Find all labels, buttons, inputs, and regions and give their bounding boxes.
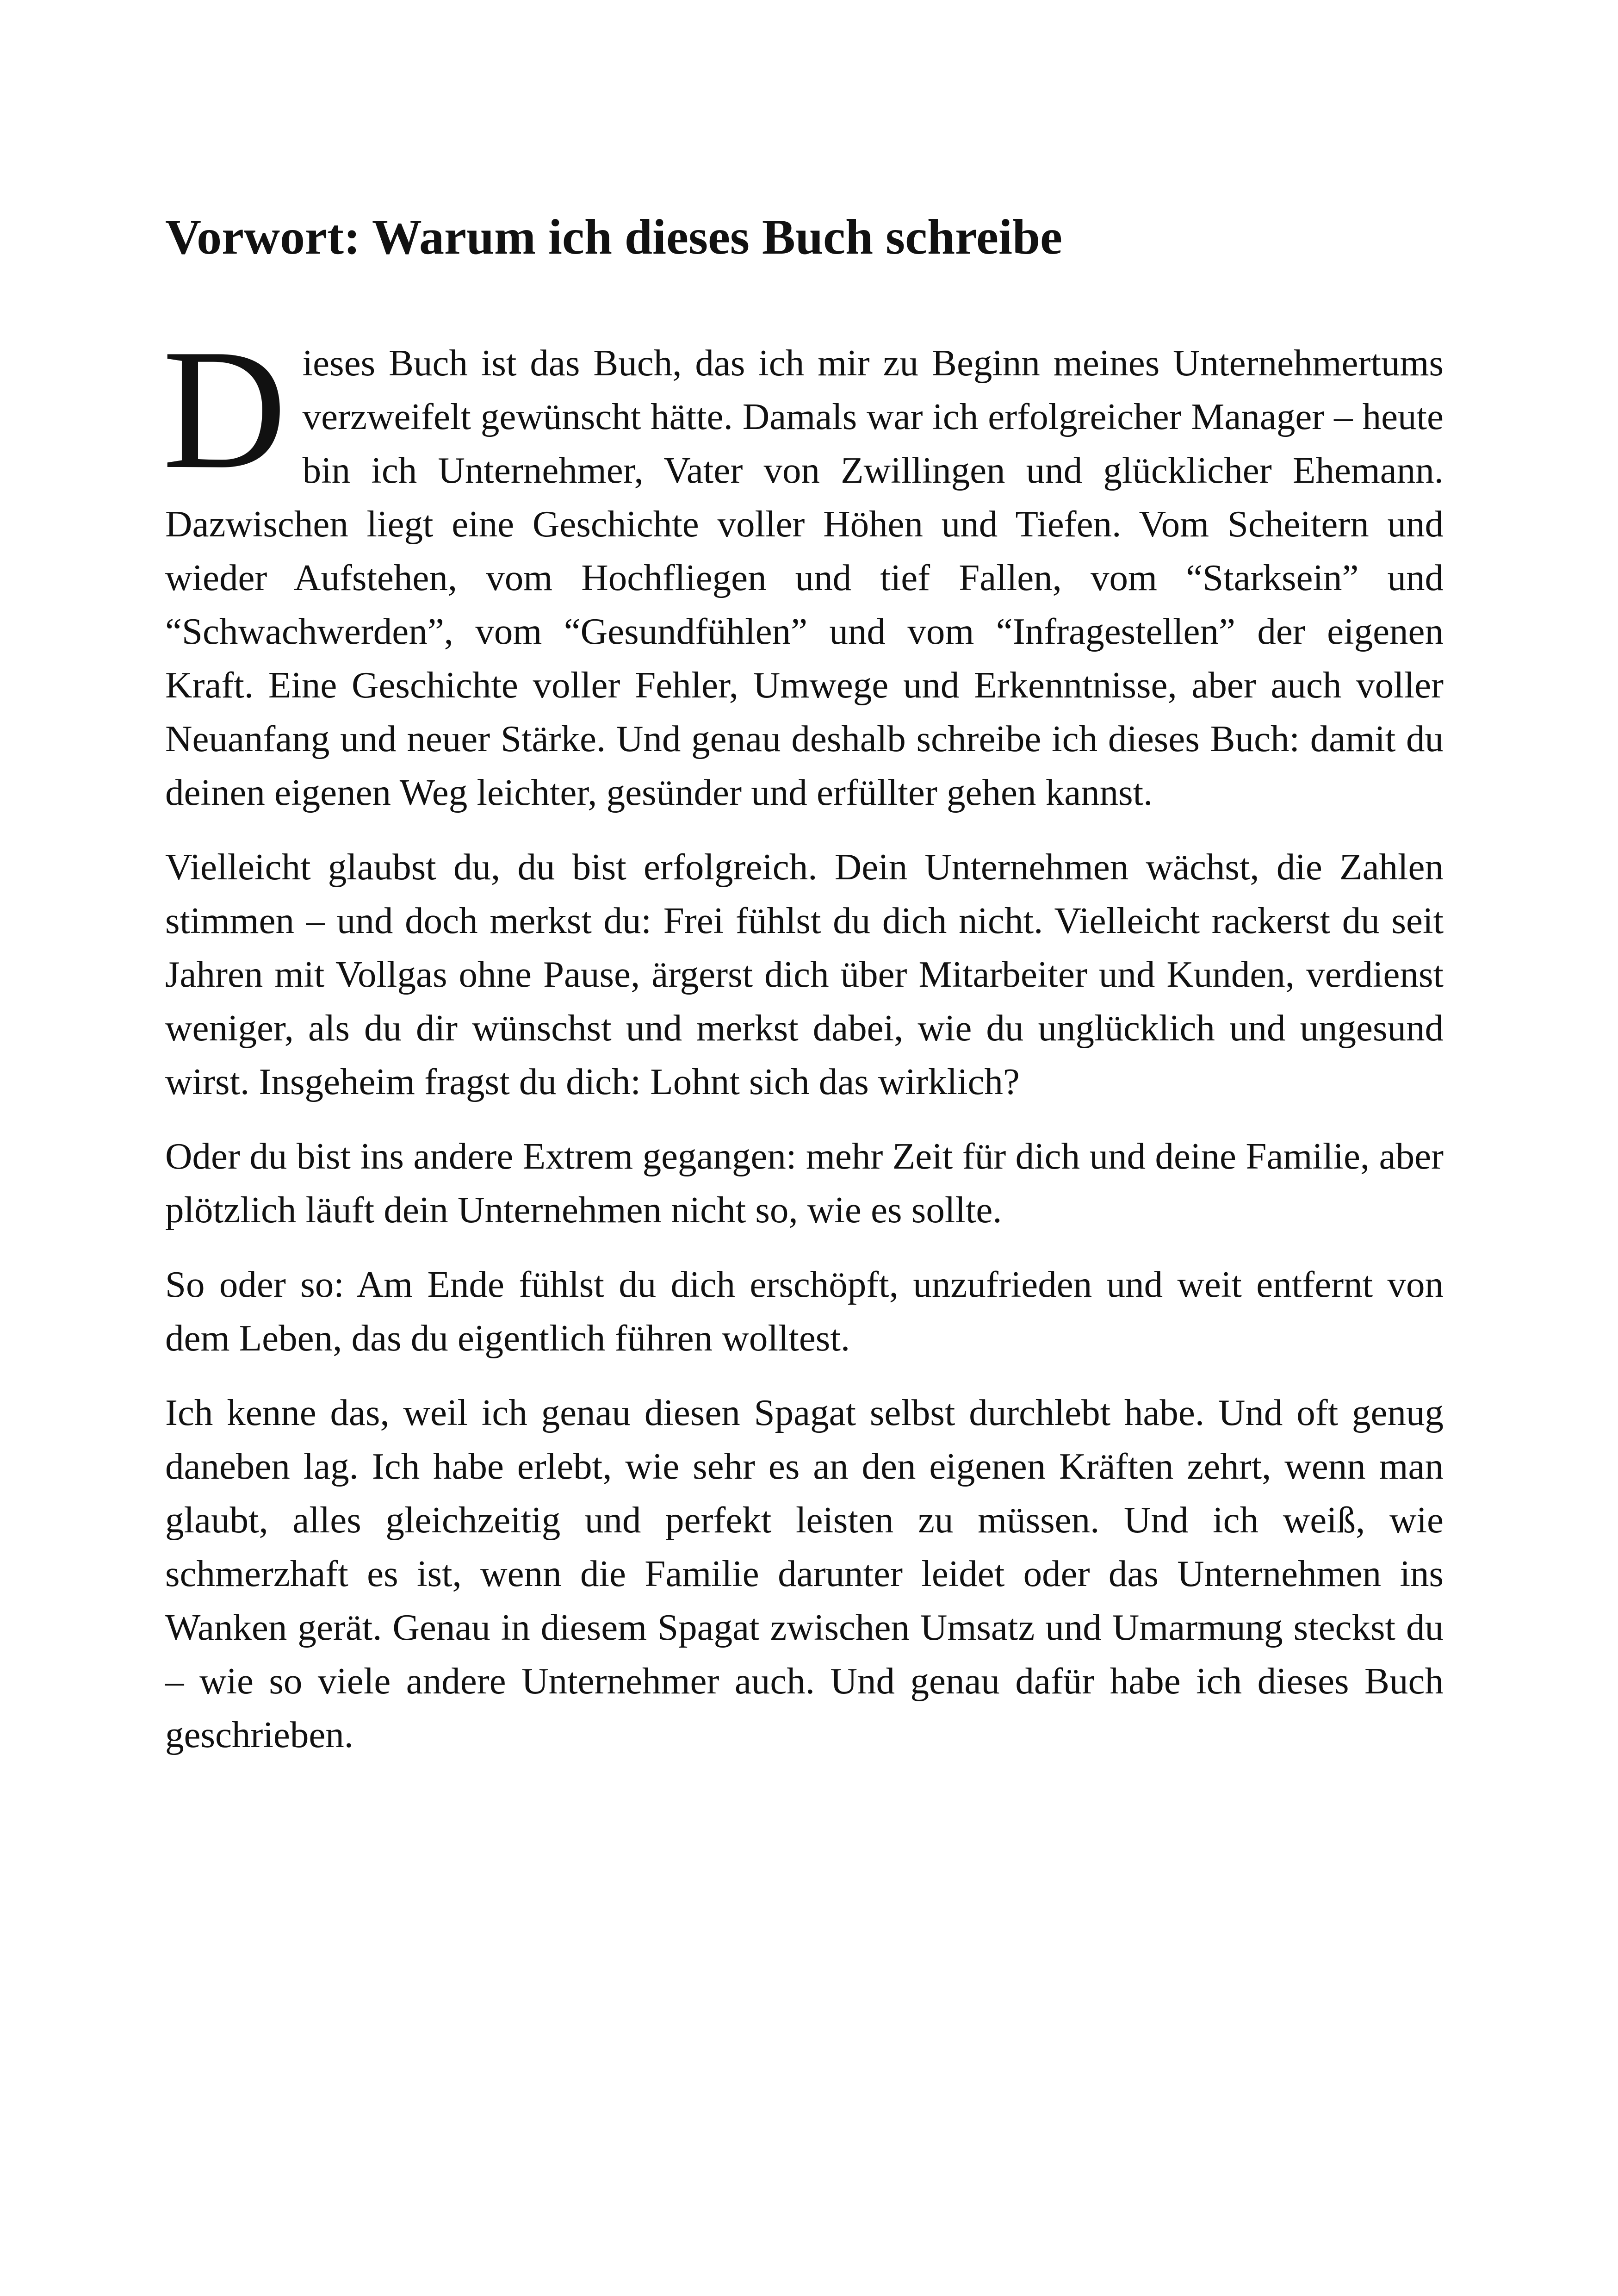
drop-cap: D [162, 314, 287, 504]
paragraph-3: Oder du bist ins andere Extrem gegangen: mehr Zeit für dich und deine Familie, aber plötzlich läuft dein Unternehmen nicht so, wie es sollte. [165, 1135, 1444, 1231]
paragraph-2: Vielleicht glaubst du, du bist erfolgreich. Dein Unternehmen wächst, die Zahlen stimmen – und doch merkst du: Frei fühlst du dich nicht. Vielleicht rackerst du seit Jahren mit Vollgas ohne Pause, ärgerst dich über Mitarbeiter und Kunden, verdienst weniger, als du dir wünschst und merkst dabei, wie du unglücklich und ungesund wirst. Insgeheim fragst du dich: Lohnt sich das wirklich? [165, 846, 1444, 1102]
paragraph-1-text: ieses Buch ist das Buch, das ich mir zu Beginn meines Unternehmertums verzweifelt gewünscht hätte. Damals war ich erfolgreicher Manager – heute bin ich Unternehmer, Vater von Zwillingen und glücklicher Ehemann. Dazwischen liegt eine Geschichte voller Höhen und Tiefen. Vom Scheitern und wieder Aufstehen, vom Hochfliegen und tief Fallen, vom “Starksein” und “Schwachwerden”, vom “Gesundfühlen” und vom “Infragestellen” der eigenen Kraft. Eine Geschichte voller Fehler, Umwege und Erkenntnisse, aber auch voller Neuanfang und neuer Stärke. Und genau deshalb schreibe ich dieses Buch: damit du deinen eigenen Weg leichter, gesünder und erfüllter gehen kannst. [165, 342, 1444, 813]
paragraph-1 [162, 314, 1444, 819]
paragraph-4: So oder so: Am Ende fühlst du dich erschöpft, unzufrieden und weit entfernt von dem Leben, das du eigentlich führen wolltest. [165, 1263, 1444, 1359]
body-text [162, 314, 1444, 1782]
paragraph-5: Ich kenne das, weil ich genau diesen Spagat selbst durchlebt habe. Und oft genug daneben lag. Ich habe erlebt, wie sehr es an den eigenen Kräften zehrt, wenn man glaubt, alles gleichzeitig und perfekt leisten zu müssen. Und ich weiß, wie schmerzhaft es ist, wenn die Familie darunter leidet oder das Unternehmen ins Wanken gerät. Genau in diesem Spagat zwischen Umsatz und Umarmung steckst du – wie so viele andere Unternehmer auch. Und genau dafür habe ich dieses Buch geschrieben. [165, 1392, 1444, 1755]
page-title: Vorwort: Warum ich dieses Buch schreibe [165, 210, 1062, 265]
